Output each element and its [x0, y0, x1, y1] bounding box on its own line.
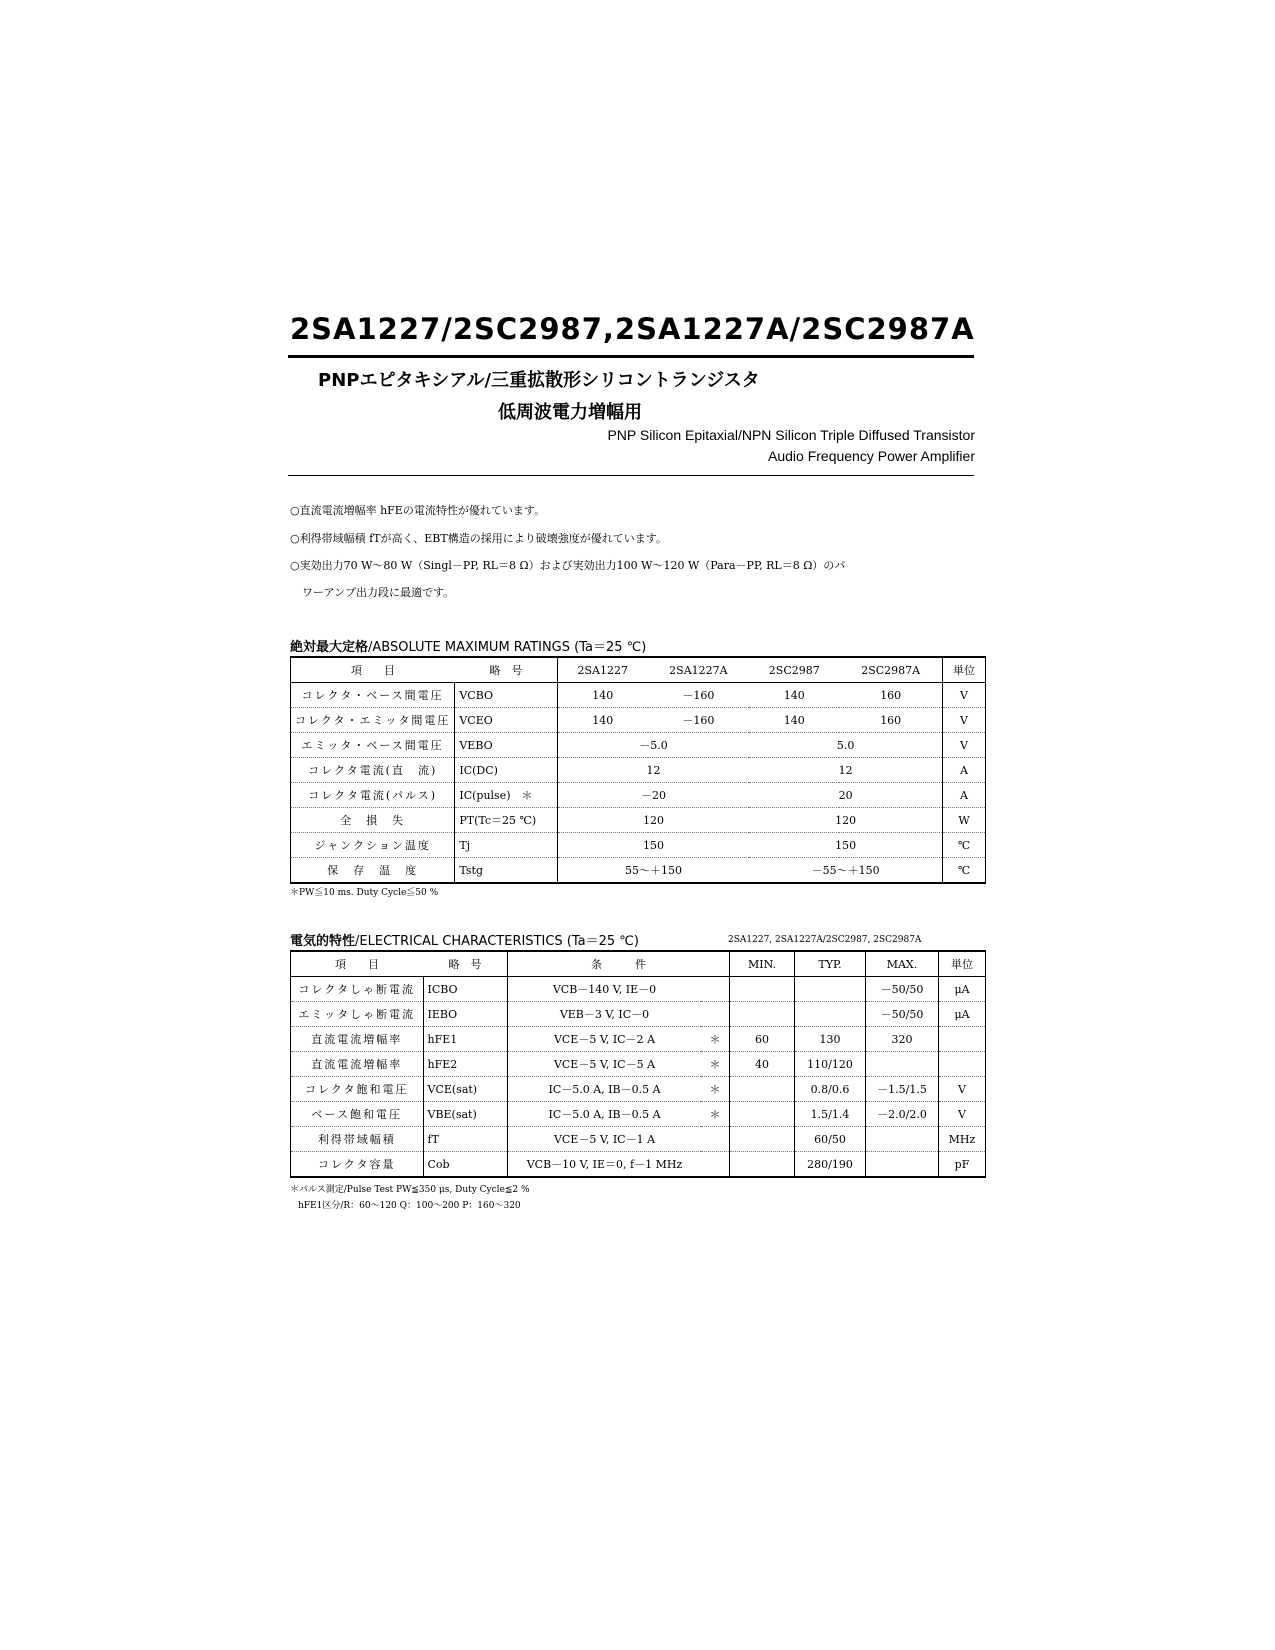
header-item: 項 目 — [291, 951, 424, 977]
feature-line: ワーアンプ出力段に最適です。 — [302, 586, 455, 599]
value-2sa: －5.0 — [557, 733, 749, 758]
row-min — [730, 1127, 795, 1152]
row-unit — [939, 1027, 986, 1052]
table-row — [291, 1102, 986, 1127]
row-min: 60 — [730, 1027, 795, 1052]
row-typ: 0.8/0.6 — [795, 1077, 866, 1102]
title-rule — [288, 355, 974, 358]
table-row — [291, 833, 986, 858]
table-row — [291, 1152, 986, 1178]
row-symbol: hFE1 — [423, 1027, 508, 1052]
value-2sc: 5.0 — [749, 733, 942, 758]
row-symbol: VBE(sat) — [423, 1102, 508, 1127]
row-item: コレクタ電流(パルス) — [291, 783, 455, 808]
row-item: コレクタ・ベース間電圧 — [291, 683, 455, 708]
en-subtitle-1: PNP Silicon Epitaxial/NPN Silicon Triple Diffused Transistor — [607, 427, 975, 443]
header-unit: 単位 — [943, 657, 986, 683]
row-min: 40 — [730, 1052, 795, 1077]
value-2sc: 150 — [749, 833, 942, 858]
row-pulse-mark — [701, 1127, 730, 1152]
feature-line: ○利得帯域幅積 fTが高く、EBT構造の採用により破壊強度が優れています。 — [290, 532, 667, 545]
row-symbol: ICBO — [423, 977, 508, 1002]
table-header-row — [291, 657, 986, 683]
row-max — [866, 1127, 939, 1152]
table-row — [291, 733, 986, 758]
header-max: MAX. — [866, 951, 939, 977]
value-2sa1227: 140 — [557, 683, 647, 708]
row-max — [866, 1052, 939, 1077]
row-symbol: Tj — [455, 833, 558, 858]
table-row — [291, 1052, 986, 1077]
feature-line: ○実効出力70 W～80 W（Singl－PP, RL＝8 Ω）および実効出力100 W～120 W（Para－PP, RL＝8 Ω）のパ — [290, 559, 846, 572]
row-min — [730, 1077, 795, 1102]
value-2sc2987a: 160 — [839, 683, 942, 708]
document-title: 2SA1227/2SC2987,2SA1227A/2SC2987A — [290, 312, 975, 346]
row-typ: 60/50 — [795, 1127, 866, 1152]
value-2sa1227a: －160 — [648, 708, 750, 733]
row-condition: IC－5.0 A, IB－0.5 A — [508, 1102, 702, 1127]
header-min: MIN. — [730, 951, 795, 977]
row-pulse-mark — [701, 1002, 730, 1027]
value-2sa1227: 140 — [557, 708, 647, 733]
row-symbol: IC(pulse) ＊ — [455, 783, 558, 808]
table-row — [291, 758, 986, 783]
jp-subtitle-1: PNPエピタキシアル/三重拡散形シリコントランジスタ — [318, 370, 760, 391]
row-item: エミッタしゃ断電流 — [291, 1002, 424, 1027]
row-item: 直流電流増幅率 — [291, 1027, 424, 1052]
row-item: ベース飽和電圧 — [291, 1102, 424, 1127]
value-2sc2987a: 160 — [839, 708, 942, 733]
row-item: ジャンクション温度 — [291, 833, 455, 858]
row-unit: ℃ — [943, 833, 986, 858]
header-symbol: 略 号 — [455, 657, 558, 683]
row-symbol: IC(DC) — [455, 758, 558, 783]
header-2sa1227: 2SA1227 — [557, 657, 647, 683]
abs-max-title-jp: 絶対最大定格 — [290, 640, 369, 655]
row-item: コレクタ電流(直 流) — [291, 758, 455, 783]
value-2sa: 12 — [557, 758, 749, 783]
row-max: －2.0/2.0 — [866, 1102, 939, 1127]
row-max: 320 — [866, 1027, 939, 1052]
table-row — [291, 808, 986, 833]
row-condition: VEB－3 V, IC－0 — [508, 1002, 702, 1027]
elec-title-en: /ELECTRICAL CHARACTERISTICS (Ta＝25 ℃) — [355, 934, 639, 949]
row-symbol: Tstg — [455, 858, 558, 884]
header-conditions: 条 件 — [508, 951, 730, 977]
row-symbol: VEBO — [455, 733, 558, 758]
row-symbol: fT — [423, 1127, 508, 1152]
row-unit: V — [943, 683, 986, 708]
row-unit: MHz — [939, 1127, 986, 1152]
value-2sc2987: 140 — [749, 683, 839, 708]
value-2sc2987: 140 — [749, 708, 839, 733]
en-subtitle-2: Audio Frequency Power Amplifier — [768, 448, 975, 464]
row-min — [730, 1152, 795, 1178]
row-unit: A — [943, 758, 986, 783]
row-min — [730, 1002, 795, 1027]
abs-max-title — [290, 636, 646, 655]
row-unit: pF — [939, 1152, 986, 1178]
value-2sa: 150 — [557, 833, 749, 858]
table-row — [291, 683, 986, 708]
row-max: －50/50 — [866, 977, 939, 1002]
row-unit: μA — [939, 977, 986, 1002]
row-condition: VCE－5 V, IC－1 A — [508, 1127, 702, 1152]
table-row — [291, 1127, 986, 1152]
row-condition: VCB－140 V, IE－0 — [508, 977, 702, 1002]
row-unit: A — [943, 783, 986, 808]
value-2sc: 20 — [749, 783, 942, 808]
row-unit — [939, 1052, 986, 1077]
header-rule — [288, 475, 974, 476]
table-row — [291, 708, 986, 733]
jp-subtitle-2: 低周波電力増幅用 — [498, 402, 642, 423]
row-pulse-mark: ＊ — [701, 1052, 730, 1077]
header-2sc2987: 2SC2987 — [749, 657, 839, 683]
row-item: 利得帯域幅積 — [291, 1127, 424, 1152]
table-header-row — [291, 951, 986, 977]
table-row — [291, 858, 986, 884]
value-2sc: 120 — [749, 808, 942, 833]
row-item: コレクタしゃ断電流 — [291, 977, 424, 1002]
row-item: エミッタ・ベース間電圧 — [291, 733, 455, 758]
row-max: －1.5/1.5 — [866, 1077, 939, 1102]
row-symbol: Cob — [423, 1152, 508, 1178]
elec-title — [290, 930, 639, 949]
row-item: コレクタ・エミッタ間電圧 — [291, 708, 455, 733]
header-2sc2987a: 2SC2987A — [839, 657, 942, 683]
row-max: －50/50 — [866, 1002, 939, 1027]
elec-title-jp: 電気的特性 — [290, 934, 356, 949]
row-unit: V — [943, 708, 986, 733]
value-2sa1227a: －160 — [648, 683, 750, 708]
abs-max-table — [290, 656, 986, 884]
row-typ — [795, 1002, 866, 1027]
row-typ: 130 — [795, 1027, 866, 1052]
table-row — [291, 977, 986, 1002]
row-symbol: VCEO — [455, 708, 558, 733]
value-2sa: －20 — [557, 783, 749, 808]
value-2sc: －55～＋150 — [811, 864, 880, 877]
table-row — [291, 783, 986, 808]
row-condition: VCB－10 V, IE＝0, f－1 MHz — [526, 1158, 683, 1171]
row-symbol: PT(Tc＝25 ℃) — [455, 808, 558, 833]
row-unit: W — [943, 808, 986, 833]
row-typ: 1.5/1.4 — [795, 1102, 866, 1127]
row-symbol: VCE(sat) — [423, 1077, 508, 1102]
row-pulse-mark: ＊ — [701, 1102, 730, 1127]
abs-max-title-en: /ABSOLUTE MAXIMUM RATINGS (Ta＝25 ℃) — [368, 640, 647, 655]
row-unit: μA — [939, 1002, 986, 1027]
row-symbol: IEBO — [423, 1002, 508, 1027]
row-unit: V — [939, 1077, 986, 1102]
row-condition: VCE－5 V, IC－2 A — [508, 1027, 702, 1052]
row-pulse-mark: ＊ — [701, 1077, 730, 1102]
row-symbol: VCBO — [455, 683, 558, 708]
header-typ: TYP. — [795, 951, 866, 977]
row-max — [866, 1152, 939, 1178]
value-2sa: 55～＋150 — [625, 864, 683, 877]
value-2sc: 12 — [749, 758, 942, 783]
row-symbol: hFE2 — [423, 1052, 508, 1077]
row-item: 全 損 失 — [291, 808, 455, 833]
header-symbol: 略 号 — [423, 951, 508, 977]
row-pulse-mark — [701, 977, 730, 1002]
elec-models: 2SA1227, 2SA1227A/2SC2987, 2SC2987A — [728, 935, 922, 945]
row-min — [730, 977, 795, 1002]
row-item: 直流電流増幅率 — [291, 1052, 424, 1077]
feature-line: ○直流電流増幅率 hFEの電流特性が優れています。 — [290, 504, 545, 517]
row-item: コレクタ飽和電圧 — [291, 1077, 424, 1102]
row-typ: 280/190 — [795, 1152, 866, 1178]
row-typ: 110/120 — [795, 1052, 866, 1077]
header-unit: 単位 — [939, 951, 986, 977]
row-unit: V — [939, 1102, 986, 1127]
row-pulse-mark — [701, 1152, 730, 1178]
row-pulse-mark: ＊ — [701, 1027, 730, 1052]
header-item: 項 目 — [291, 657, 455, 683]
elec-note-hfe: hFE1区分/R：60～120 Q：100～200 P：160～320 — [298, 1201, 521, 1211]
row-item: 保 存 温 度 — [291, 858, 455, 884]
table-row — [291, 1077, 986, 1102]
row-unit: ℃ — [943, 858, 986, 884]
value-2sa: 120 — [557, 808, 749, 833]
header-2sa1227a: 2SA1227A — [648, 657, 750, 683]
elec-note-pulse: ＊パルス測定/Pulse Test PW≦350 μs, Duty Cycle≦2 % — [290, 1185, 530, 1195]
row-condition: VCE－5 V, IC－5 A — [508, 1052, 702, 1077]
abs-max-note: ＊PW≦10 ms. Duty Cycle≦50 % — [290, 888, 439, 898]
row-typ — [795, 977, 866, 1002]
table-row — [291, 1027, 986, 1052]
elec-table — [290, 950, 986, 1178]
row-min — [730, 1102, 795, 1127]
row-condition: IC－5.0 A, IB－0.5 A — [508, 1077, 702, 1102]
row-item: コレクタ容量 — [291, 1152, 424, 1178]
row-unit: V — [943, 733, 986, 758]
table-row — [291, 1002, 986, 1027]
